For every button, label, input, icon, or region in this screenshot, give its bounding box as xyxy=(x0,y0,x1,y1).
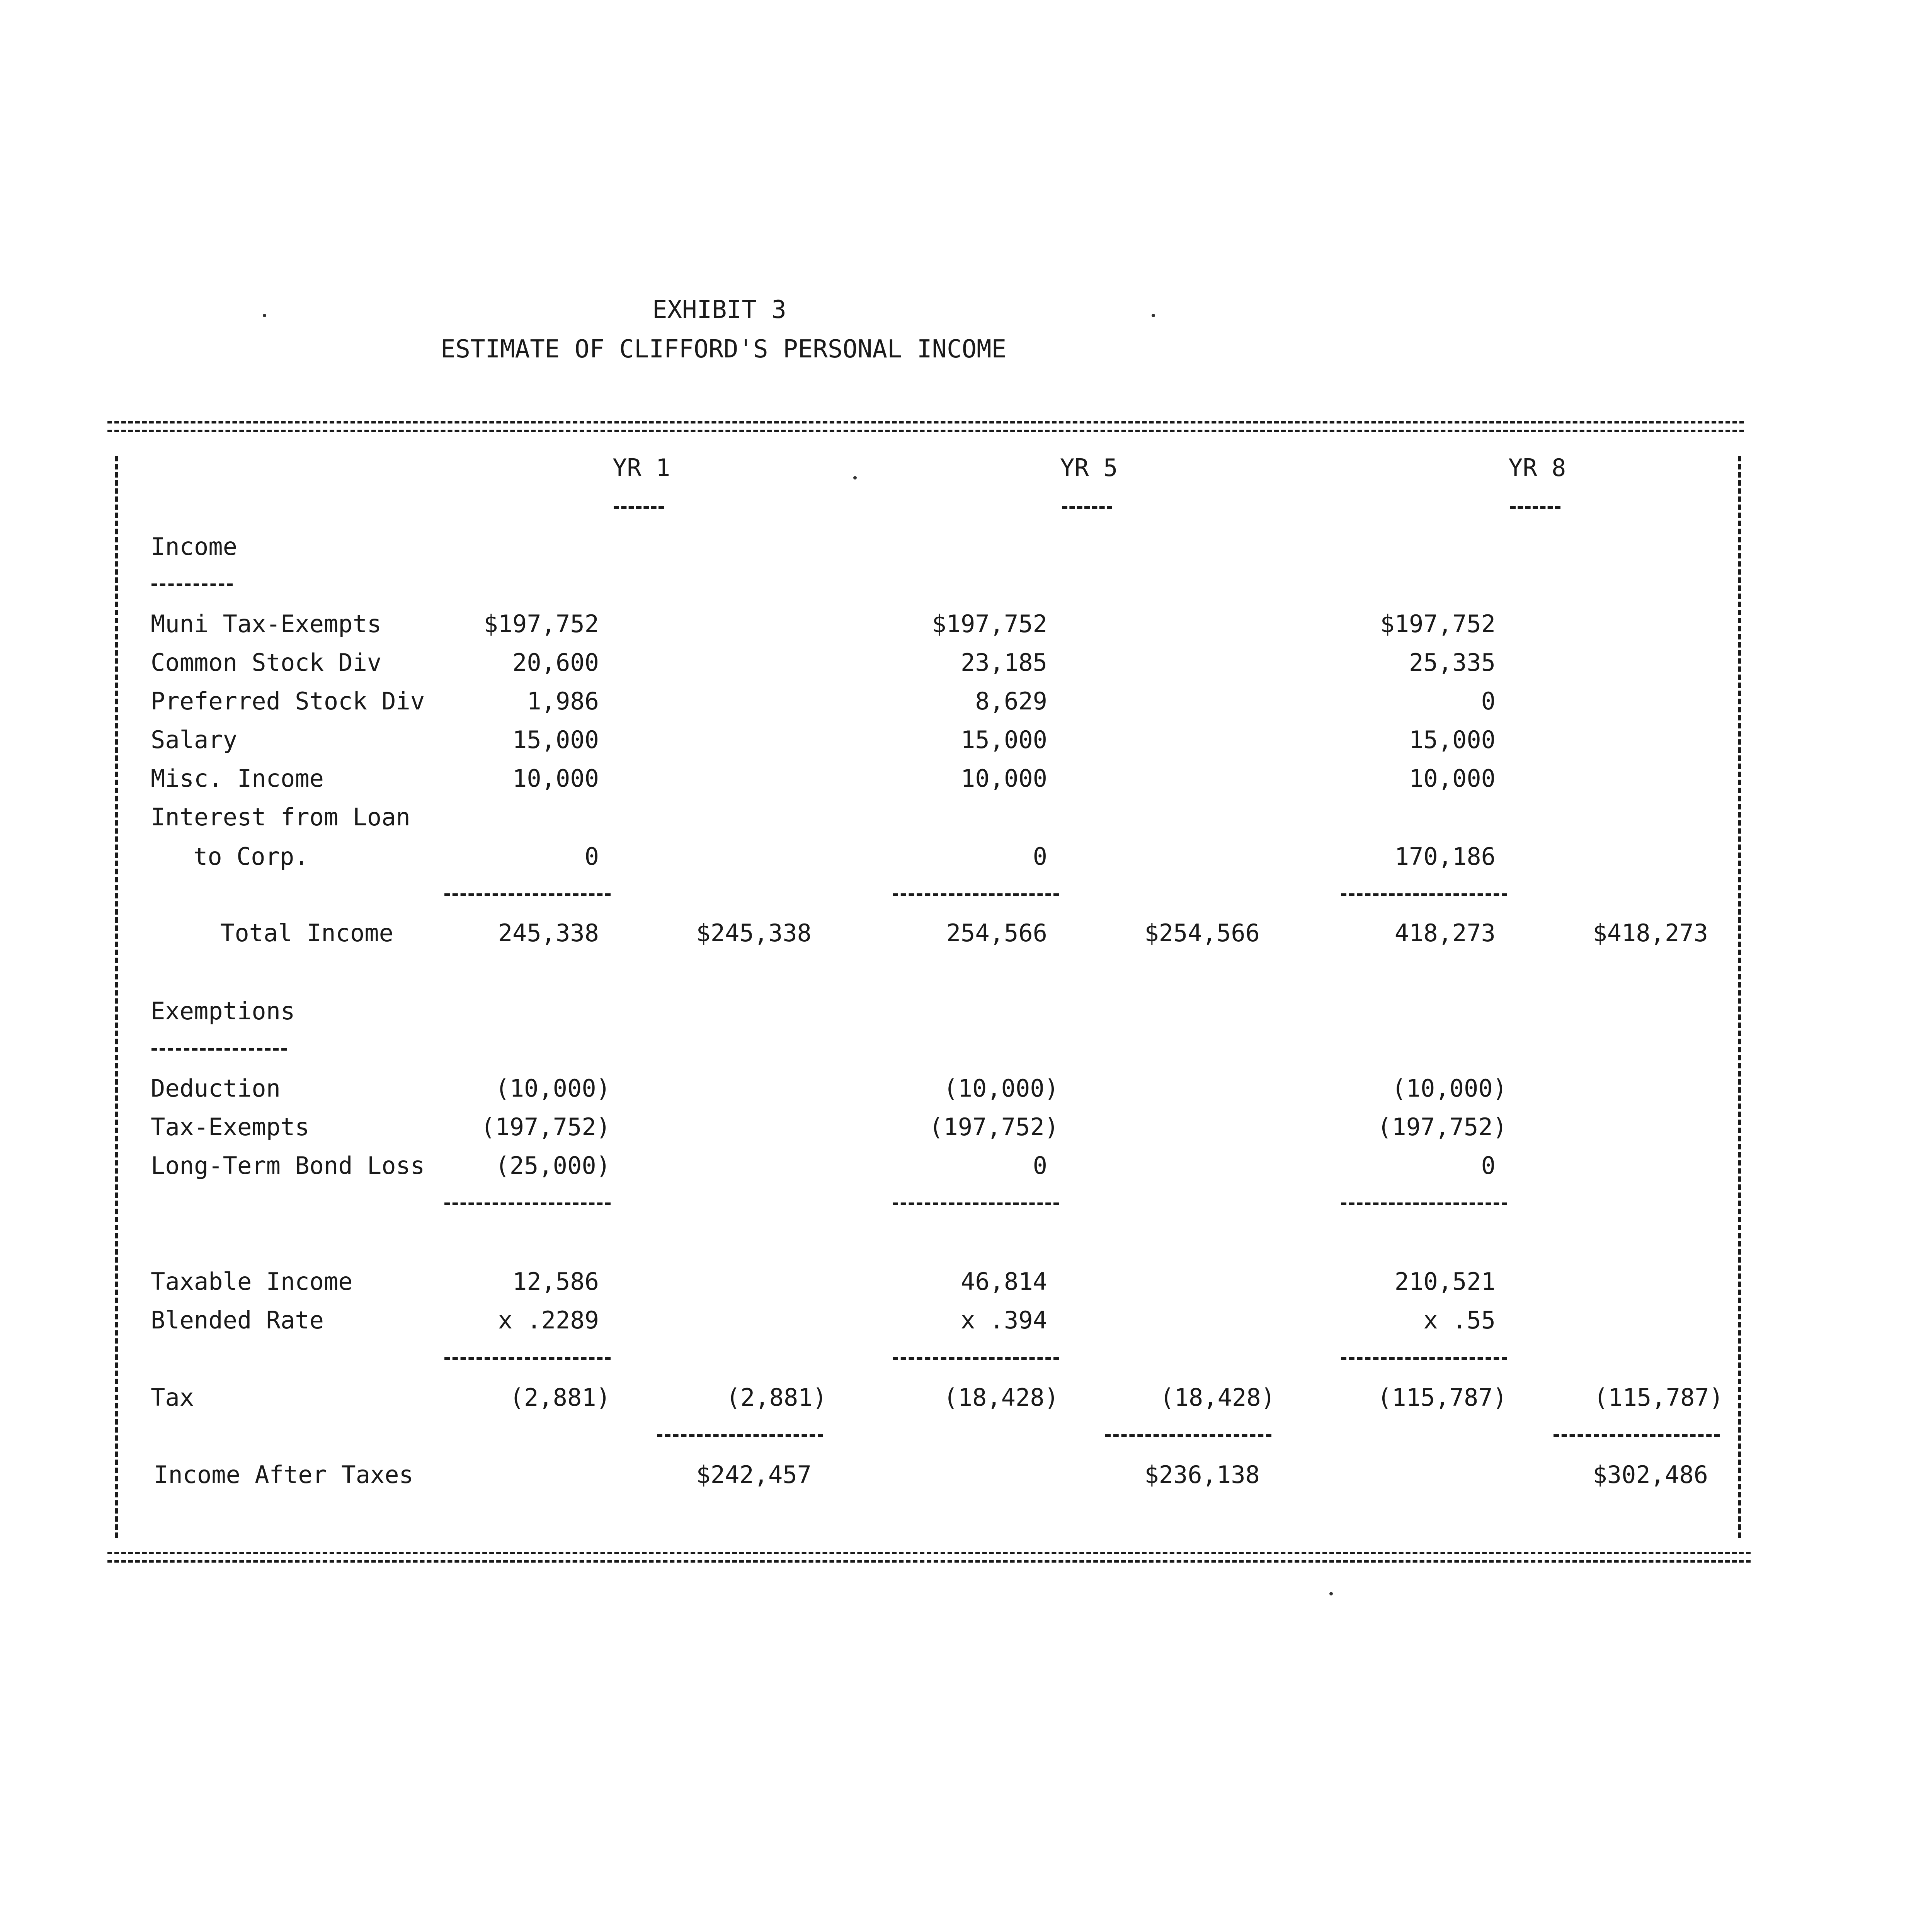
total-yr5: $254,566 xyxy=(1144,919,1260,947)
cell-yr8: 10,000 xyxy=(1409,764,1496,793)
cell-yr5: 10,000 xyxy=(961,764,1047,793)
cell-yr5: 23,185 xyxy=(961,648,1047,677)
cell-yr5: (18,428) xyxy=(943,1383,1059,1412)
section-underline xyxy=(151,1048,287,1051)
cell-yr1: 15,000 xyxy=(512,726,599,754)
tax-label: Tax xyxy=(151,1383,194,1412)
cell-yr1: 1,986 xyxy=(527,687,599,715)
taxable-income-label: Taxable Income xyxy=(151,1267,353,1296)
total-income-label: Total Income xyxy=(220,919,393,947)
cell-yr8: (115,787) xyxy=(1377,1383,1507,1412)
cell-yr5: $197,752 xyxy=(932,610,1047,638)
cell-yr1: 10,000 xyxy=(512,764,599,793)
cell-yr5: 15,000 xyxy=(961,726,1047,754)
subtotal-rule xyxy=(444,1202,611,1205)
cell-yr1: (197,752) xyxy=(481,1113,611,1141)
row-label: Preferred Stock Div xyxy=(151,687,425,715)
scan-speck xyxy=(1152,314,1155,317)
cell-yr8: x .55 xyxy=(1423,1306,1496,1334)
cell-yr5: 8,629 xyxy=(975,687,1047,715)
cell-yr1: 20,600 xyxy=(512,648,599,677)
cell-yr5: 0 xyxy=(1033,842,1047,871)
row-label: Muni Tax-Exempts xyxy=(151,610,382,638)
total-yr8: $302,486 xyxy=(1593,1461,1708,1489)
total-rule xyxy=(1554,1434,1720,1437)
subtotal-rule xyxy=(444,893,611,896)
subtotal-rule xyxy=(893,1202,1059,1205)
table-bottom-border xyxy=(107,1552,1751,1563)
subtotal-rule xyxy=(1341,1357,1507,1360)
cell-yr8: 25,335 xyxy=(1409,648,1496,677)
cell-yr1: x .2289 xyxy=(498,1306,599,1334)
total-yr1: (2,881) xyxy=(726,1383,827,1412)
cell-yr8: (197,752) xyxy=(1377,1113,1507,1141)
cell-yr8: $197,752 xyxy=(1380,610,1496,638)
table-top-border xyxy=(107,421,1744,432)
cell-yr8: 210,521 xyxy=(1394,1267,1496,1296)
table-left-border xyxy=(115,456,118,1538)
page-title: ESTIMATE OF CLIFFORD'S PERSONAL INCOME xyxy=(441,335,1007,364)
row-label: Salary xyxy=(151,726,237,754)
scan-speck xyxy=(853,476,857,480)
scan-speck xyxy=(1329,1592,1333,1595)
section-heading-exemptions: Exemptions xyxy=(151,997,295,1025)
column-header-yr5: YR 5 xyxy=(1060,454,1118,482)
cell-yr8: 0 xyxy=(1481,687,1496,715)
cell-yr5: x .394 xyxy=(961,1306,1047,1334)
blended-rate-label: Blended Rate xyxy=(151,1306,324,1334)
subtotal-rule xyxy=(1341,893,1507,896)
row-label: Tax-Exempts xyxy=(151,1113,310,1141)
row-label: Long-Term Bond Loss xyxy=(151,1151,425,1180)
cell-yr5: (197,752) xyxy=(929,1113,1059,1141)
cell-yr1: 12,586 xyxy=(512,1267,599,1296)
row-label: Common Stock Div xyxy=(151,648,382,677)
subtotal-rule xyxy=(444,1357,611,1360)
cell-yr1: $197,752 xyxy=(483,610,599,638)
section-heading-income: Income xyxy=(151,532,237,561)
total-rule xyxy=(657,1434,823,1437)
subtotal-rule xyxy=(893,893,1059,896)
row-label: Misc. Income xyxy=(151,764,324,793)
total-yr1: $242,457 xyxy=(696,1461,812,1489)
cell-yr8: 15,000 xyxy=(1409,726,1496,754)
row-label: to Corp. xyxy=(193,842,309,871)
total-yr1: $245,338 xyxy=(696,919,812,947)
cell-yr1: (10,000) xyxy=(495,1074,611,1102)
cell-yr5: 0 xyxy=(1033,1151,1047,1180)
total-yr5: $236,138 xyxy=(1144,1461,1260,1489)
row-label: Interest from Loan xyxy=(151,803,410,831)
exhibit-label: EXHIBIT 3 xyxy=(652,296,786,324)
header-underline xyxy=(1510,506,1560,509)
total-rule xyxy=(1105,1434,1271,1437)
column-header-yr1: YR 1 xyxy=(613,454,670,482)
cell-yr1: 245,338 xyxy=(498,919,599,947)
cell-yr5: (10,000) xyxy=(943,1074,1059,1102)
cell-yr8: (10,000) xyxy=(1392,1074,1507,1102)
subtotal-rule xyxy=(1341,1202,1507,1205)
total-yr8: $418,273 xyxy=(1593,919,1708,947)
column-header-yr8: YR 8 xyxy=(1508,454,1566,482)
cell-yr1: (2,881) xyxy=(509,1383,611,1412)
header-underline xyxy=(1062,506,1112,509)
cell-yr8: 0 xyxy=(1481,1151,1496,1180)
total-yr5: (18,428) xyxy=(1160,1383,1275,1412)
header-underline xyxy=(614,506,664,509)
cell-yr8: 170,186 xyxy=(1394,842,1496,871)
cell-yr1: (25,000) xyxy=(495,1151,611,1180)
cell-yr8: 418,273 xyxy=(1394,919,1496,947)
cell-yr5: 254,566 xyxy=(946,919,1047,947)
scan-speck xyxy=(263,314,266,317)
row-label: Deduction xyxy=(151,1074,281,1102)
subtotal-rule xyxy=(893,1357,1059,1360)
section-underline xyxy=(151,583,233,586)
cell-yr1: 0 xyxy=(584,842,599,871)
income-after-taxes-label: Income After Taxes xyxy=(154,1461,413,1489)
total-yr8: (115,787) xyxy=(1594,1383,1724,1412)
table-right-border xyxy=(1738,456,1741,1538)
cell-yr5: 46,814 xyxy=(961,1267,1047,1296)
